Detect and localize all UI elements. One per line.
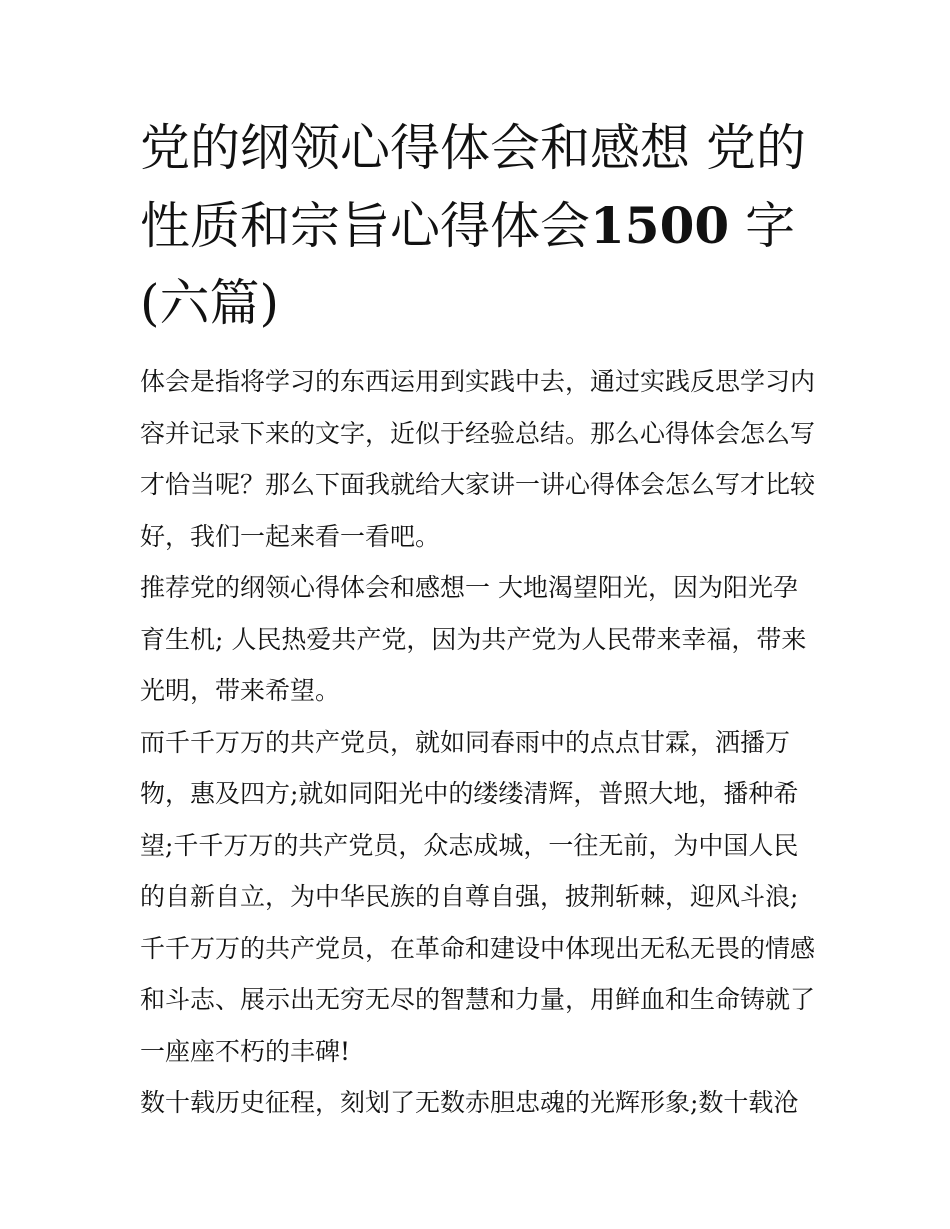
text-line: 一座座不朽的丰碑!	[140, 1036, 351, 1066]
text-line: 千千万万的共产党员，在革命和建设中体现出无私无畏的情感	[140, 933, 816, 963]
text-line: 光明，带来希望。	[140, 676, 341, 705]
title-line-2-number: 1500	[590, 196, 730, 255]
text-line: 物，惠及四方;就如同阳光中的缕缕清辉，普照大地，播种希	[140, 779, 799, 808]
paragraph-intro	[140, 356, 820, 562]
text-line: 数十载历史征程，刻划了无数赤胆忠魂的光辉形象;数十载沧	[140, 1088, 799, 1117]
paragraph-history	[140, 1077, 820, 1129]
paragraph-recommend	[140, 562, 820, 717]
text-line: 而千千万万的共产党员，就如同春雨中的点点甘霖，洒播万	[140, 727, 791, 757]
title-line	[140, 187, 830, 265]
text-line: 容并记录下来的文字，近似于经验总结。那么心得体会怎么写	[140, 418, 816, 448]
text-line: 才恰当呢？那么下面我就给大家讲一讲心得体会怎么写才比较	[140, 470, 816, 499]
text-line: 好，我们一起来看一看吧。	[140, 521, 441, 551]
title-line-3: (六篇)	[140, 274, 280, 332]
document-title	[140, 110, 830, 342]
title-line-2-part-3: 字	[729, 197, 796, 255]
text-line: 望;千千万万的共产党员，众志成城，一往无前，为中国人民	[140, 830, 799, 860]
title-line-2-part-1: 性质和宗旨心得体会	[140, 197, 590, 255]
text-line: 育生机; 人民热爱共产党，因为共产党为人民带来幸福，带来	[140, 624, 807, 654]
title-line	[140, 265, 830, 342]
text-line: 推荐党的纲领心得体会和感想一 大地渴望阳光，因为阳光孕	[140, 573, 798, 602]
text-line: 和斗志、展示出无穷无尽的智慧和力量，用鲜血和生命铸就了	[140, 985, 816, 1014]
text-line: 的自新自立，为中华民族的自尊自强，披荆斩棘，迎风斗浪;	[140, 882, 799, 911]
paragraph-party-members	[140, 717, 820, 1078]
text-line: 体会是指将学习的东西运用到实践中去，通过实践反思学习内	[140, 367, 816, 396]
title-line	[140, 110, 830, 187]
title-line-1: 党的纲领心得体会和感想 党的	[140, 119, 806, 177]
document-body	[140, 356, 820, 1129]
